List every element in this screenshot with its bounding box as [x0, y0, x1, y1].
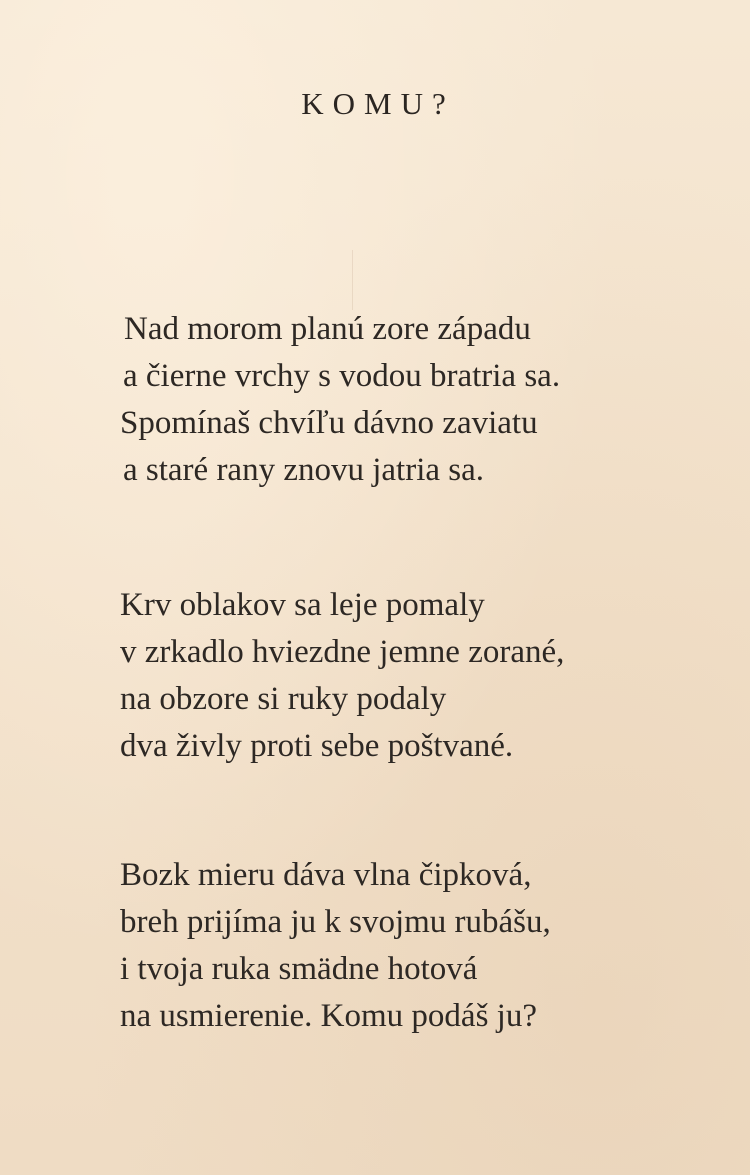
poem-line: na usmierenie. Komu podáš ju?: [120, 998, 537, 1034]
poem-line: Bozk mieru dáva vlna čipková,: [120, 857, 532, 893]
poem-line: a čierne vrchy s vodou bratria sa.: [123, 358, 561, 394]
poem-line: Krv oblakov sa leje pomaly: [120, 587, 485, 623]
poem-line: Spomínaš chvíľu dávno zaviatu: [120, 405, 538, 441]
poem-line: Nad morom planú zore západu: [124, 311, 531, 347]
poem-line: breh prijíma ju k svojmu rubášu,: [120, 904, 551, 940]
poem-line: a staré rany znovu jatria sa.: [123, 452, 485, 488]
stanza-2: [120, 582, 720, 770]
stanza-3: [120, 852, 720, 1040]
poem-line: na obzore si ruky podaly: [120, 681, 447, 717]
stanza-1: [120, 306, 720, 494]
poem-line: dva živly proti sebe poštvané.: [120, 728, 514, 764]
poem-line: v zrkadlo hviezdne jemne zorané,: [120, 634, 565, 670]
paper-crease: [352, 250, 353, 310]
poem-title: KOMU?: [301, 86, 455, 121]
poem-line: i tvoja ruka smädne hotová: [120, 951, 478, 987]
